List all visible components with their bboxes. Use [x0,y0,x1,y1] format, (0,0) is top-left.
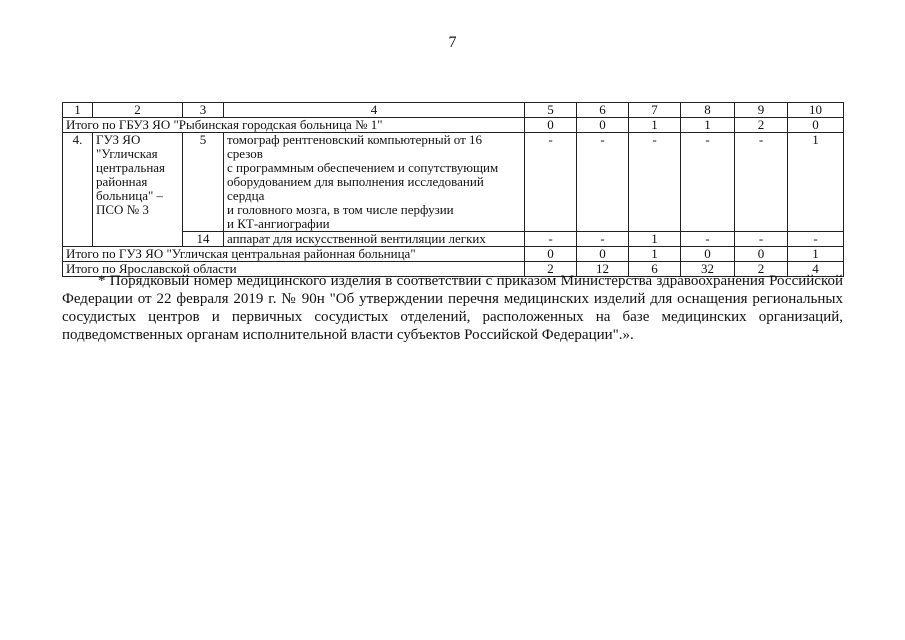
organization-line: ГУЗ ЯО [96,132,141,147]
total-cell: 32 [681,262,735,277]
organization-line: "Угличская [96,146,158,161]
total-cell: 0 [525,247,577,262]
value-cell: - [577,232,629,247]
value-cell: 1 [629,232,681,247]
organization-cell [93,133,183,247]
row-number: 4. [63,133,93,247]
total-cell: 2 [735,262,788,277]
total-cell: 0 [681,247,735,262]
total-label: Итого по ГБУЗ ЯО "Рыбинская городская больница № 1" [63,118,525,133]
value-cell: - [681,232,735,247]
table-row-item-5 [63,133,844,232]
description-line: аппарат для искусственной вентиляции легких [227,231,486,246]
equipment-table [62,102,844,277]
header-cell: 3 [183,103,224,118]
header-cell: 5 [525,103,577,118]
total-cell: 0 [577,118,629,133]
total-cell: 1 [629,118,681,133]
total-cell: 4 [788,262,844,277]
total-cell: 0 [735,247,788,262]
item-code: 14 [183,232,224,247]
total-cell: 0 [788,118,844,133]
header-cell: 1 [63,103,93,118]
header-cell: 9 [735,103,788,118]
value-cell: - [735,232,788,247]
header-cell: 4 [224,103,525,118]
description-line: и КТ-ангиографии [227,216,330,231]
total-cell: 0 [525,118,577,133]
organization-line: больница" – [96,188,164,203]
organization-line: районная [96,174,148,189]
value-cell: - [788,232,844,247]
total-cell: 1 [629,247,681,262]
total-label: Итого по ГУЗ ЯО "Угличская центральная районная больница" [63,247,525,262]
total-cell: 6 [629,262,681,277]
description-line: и головного мозга, в том числе перфузии [227,202,454,217]
item-code: 5 [183,133,224,232]
value-cell: - [577,133,629,232]
value-cell: - [735,133,788,232]
header-cell: 2 [93,103,183,118]
total-cell: 12 [577,262,629,277]
organization-line: ПСО № 3 [96,202,149,217]
item-description [224,133,525,232]
table-row-total-rybinsk [63,118,844,133]
value-cell: 1 [788,133,844,232]
header-cell: 7 [629,103,681,118]
total-label: Итого по Ярославской области [63,262,525,277]
description-line: томограф рентгеновский компьютерный от 16 срезов [227,132,483,161]
value-cell: - [525,133,577,232]
header-cell: 8 [681,103,735,118]
item-description [224,232,525,247]
header-cell: 6 [577,103,629,118]
description-line: с программным обеспечением и сопутствующим [227,160,499,175]
total-cell: 0 [577,247,629,262]
total-cell: 2 [525,262,577,277]
page-number: 7 [448,34,457,51]
organization-line: центральная [96,160,166,175]
total-cell: 2 [735,118,788,133]
total-cell: 1 [788,247,844,262]
total-cell: 1 [681,118,735,133]
header-cell: 10 [788,103,844,118]
value-cell: - [629,133,681,232]
table-header-row [63,103,844,118]
table-row-total-uglich [63,247,844,262]
value-cell: - [525,232,577,247]
description-line: оборудованием для выполнения исследований сердца [227,174,484,203]
value-cell: - [681,133,735,232]
footnote: * Порядковый номер медицинского изделия в соответствии с приказом Министерства здравоохранения Российской Федерации от 22 февраля 2019 г. № 90н "Об утверждении перечня медицинских изделий для оснащения региональных сосудистых центров и первичных сосудистых отделений, расположенных на базе медицинских организаций, подведомственных органам исполнительной власти субъектов Российской Федерации".». [62,273,843,343]
